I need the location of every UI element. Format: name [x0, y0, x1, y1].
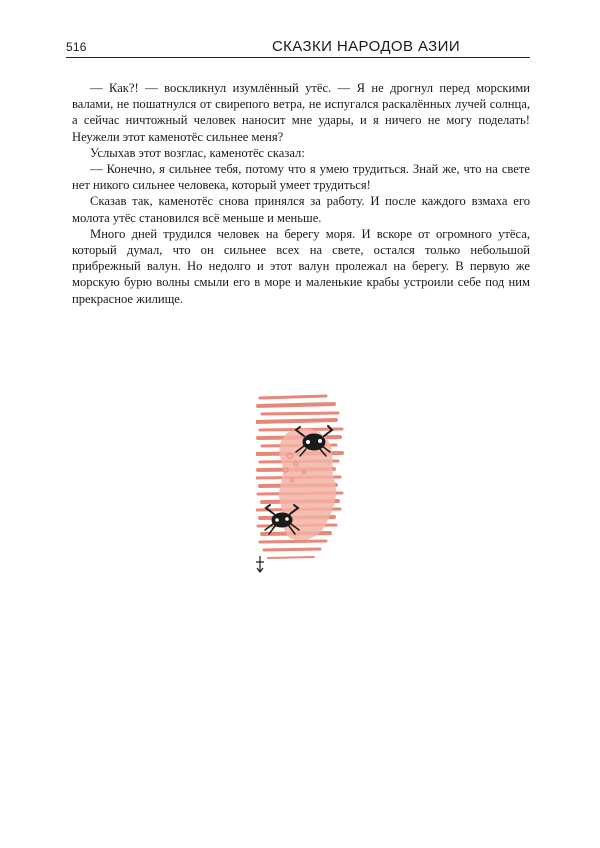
running-title: СКАЗКИ НАРОДОВ АЗИИ [271, 38, 460, 55]
page-header [66, 36, 530, 58]
artist-mark-icon [256, 556, 264, 572]
page-number: 516 [66, 40, 87, 54]
crabs-under-stone-illustration [256, 384, 352, 580]
paragraph-4: Сказав так, каменотёс снова принялся за работу. И после каждого взмаха его молота утёс становился всё меньше и меньше. [72, 194, 530, 225]
header-rule [66, 57, 530, 58]
paragraph-5: Много дней трудился человек на берегу моря. И вскоре от огромного утёса, который думал, что он сильнее всех на свете, остался только небольшой прибрежный валун. Но недолго и этот валун пролежал на берегу. В первую же морскую бурю волны смыли его в море и маленькие крабы устроили себе под ним прекрасное жилище. [72, 226, 530, 306]
paragraph-2: Услыхав этот возглас, каменотёс сказал: [90, 145, 305, 160]
paragraph-3: — Конечно, я сильнее тебя, потому что я умею трудиться. Знай же, что на свете нет никого сильнее человека, который умеет трудиться! [72, 162, 530, 193]
paragraph-1: — Как?! — воскликнул изумлённый утёс. — Я не дрогнул перед морскими валами, не пошатнулся от свирепого ветра, не испугался раскалённых лучей солнца, а сейчас ничтожный человек наносит мне удары, и я ничего не могу поделать! Неужели этот каменотёс сильнее меня? [72, 81, 530, 144]
illustration-svg [256, 384, 352, 580]
story-text [72, 80, 530, 307]
